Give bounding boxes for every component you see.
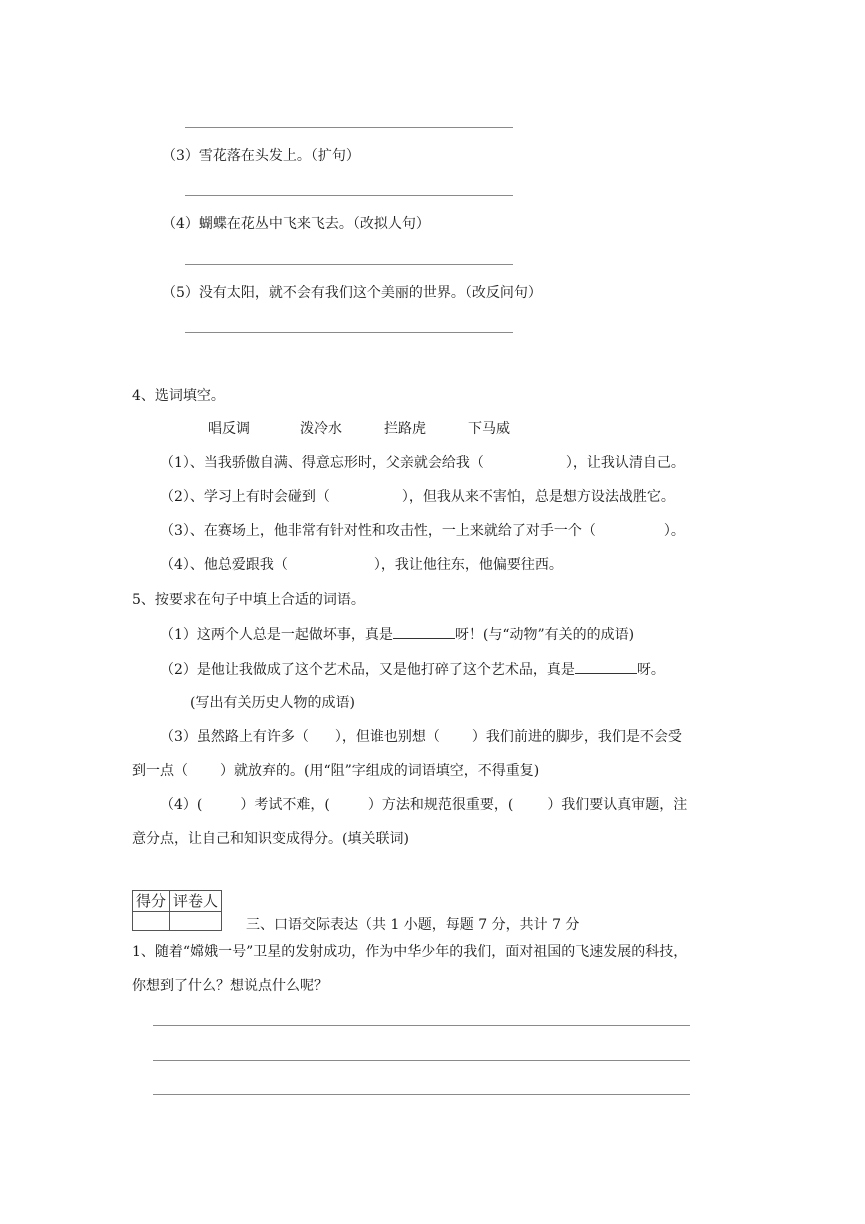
- section-3-q1-line-1: 1、随着“嫦娥一号”卫星的发射成功，作为中华少年的我们，面对祖国的飞速发展的科技，: [132, 944, 688, 960]
- q5-heading: 5、按要求在句子中填上合适的词语。: [132, 592, 365, 608]
- q4-word-2: 泼冷水: [300, 421, 342, 437]
- q5-item-3-line-1: [160, 727, 682, 747]
- rewrite-item-4: （4）蝴蝶在花丛中飞来飞去。（改拟人句）: [162, 216, 430, 232]
- q5-item-4-text-b: ）考试不难，(: [240, 797, 330, 813]
- score-box: [132, 890, 222, 931]
- q5-item-3-text-e: ）就放弃的。(用“阻”字组成的词语填空，不得重复): [220, 763, 540, 779]
- score-label: 得分: [133, 891, 170, 912]
- q5-item-4-text-a: （4）(: [160, 797, 203, 813]
- q5-item-2-note: (写出有关历史人物的成语): [190, 695, 355, 711]
- q4-word-1: 唱反调: [208, 421, 250, 437]
- q4-word-3: 拦路虎: [384, 421, 426, 437]
- q5-item-1-text-a: （1）这两个人总是一起做坏事，真是: [160, 627, 393, 643]
- q5-item-2-text-a: （2）是他让我做成了这个艺术品，又是他打碎了这个艺术品，真是: [160, 662, 575, 678]
- score-cell[interactable]: [133, 912, 170, 931]
- q4-item-2: [160, 487, 675, 507]
- answer-line-5[interactable]: [185, 332, 513, 333]
- q4-heading: 4、选词填空。: [132, 388, 225, 404]
- q5-item-3-text-c: ）我们前进的脚步，我们是不会受: [471, 729, 682, 745]
- q5-item-1-text-b: 呀！(与“动物”有关的的成语): [454, 627, 635, 643]
- q4-item-2-text-b: ），但我从来不害怕，总是想方设法战胜它。: [401, 489, 675, 505]
- rewrite-item-3: （3）雪花落在头发上。（扩句）: [162, 148, 360, 164]
- q4-item-2-text-a: （2）、学习上有时会碰到（: [160, 489, 330, 505]
- q4-item-4-text-b: ），我让他往东，他偏要往西。: [373, 557, 563, 573]
- answer-line-3[interactable]: [185, 195, 513, 196]
- q4-item-4: [160, 555, 563, 575]
- q5-item-4-text-d: ）我们要认真审题，注: [547, 797, 688, 813]
- q5-item-2: [160, 659, 665, 680]
- section-3-q1-line-2: 你想到了什么？想说点什么呢？: [132, 978, 328, 994]
- q4-item-1-text-a: （1）、当我骄傲自满、得意忘形时，父亲就会给我（: [160, 455, 484, 471]
- q5-item-4-line-1: [160, 795, 687, 815]
- q5-item-3-text-a: （3）虽然路上有许多（: [160, 729, 309, 745]
- q4-item-3-text-b: ）。: [663, 523, 685, 539]
- q5-item-3-text-d: 到一点（: [132, 763, 188, 779]
- q5-item-4-line-2: 意分点，让自己和知识变成得分。(填关联词): [132, 831, 409, 847]
- answer-line-section3-1[interactable]: [153, 1025, 690, 1026]
- q5-item-1: [160, 624, 634, 645]
- answer-line-2[interactable]: [185, 127, 513, 128]
- q5-item-2-blank[interactable]: [575, 659, 637, 674]
- q4-item-1: [160, 453, 685, 473]
- grader-label: 评卷人: [170, 891, 222, 912]
- grader-cell[interactable]: [170, 912, 222, 931]
- section-3-title: 三、口语交际表达（共 1 小题，每题 7 分，共计 7 分: [246, 917, 580, 933]
- q4-item-4-text-a: （4）、他总爱跟我（: [160, 557, 288, 573]
- q5-item-3-text-b: ），但谁也别想（: [334, 729, 440, 745]
- q4-word-4: 下马威: [468, 421, 510, 437]
- rewrite-item-5: （5）没有太阳，就不会有我们这个美丽的世界。（改反问句）: [162, 285, 542, 301]
- q4-item-3: [160, 521, 685, 541]
- q5-item-4-text-c: ）方法和规范很重要，(: [367, 797, 514, 813]
- answer-line-section3-3[interactable]: [153, 1094, 690, 1095]
- q4-item-3-text-a: （3）、在赛场上，他非常有针对性和攻击性，一上来就给了对手一个（: [160, 523, 596, 539]
- q4-item-1-text-b: ），让我认清自己。: [565, 455, 685, 471]
- answer-line-4[interactable]: [185, 264, 513, 265]
- q5-item-1-blank[interactable]: [393, 624, 455, 639]
- answer-line-section3-2[interactable]: [153, 1060, 690, 1061]
- q5-item-3-line-2: [132, 761, 539, 781]
- q5-item-2-text-b: 呀。: [636, 662, 665, 678]
